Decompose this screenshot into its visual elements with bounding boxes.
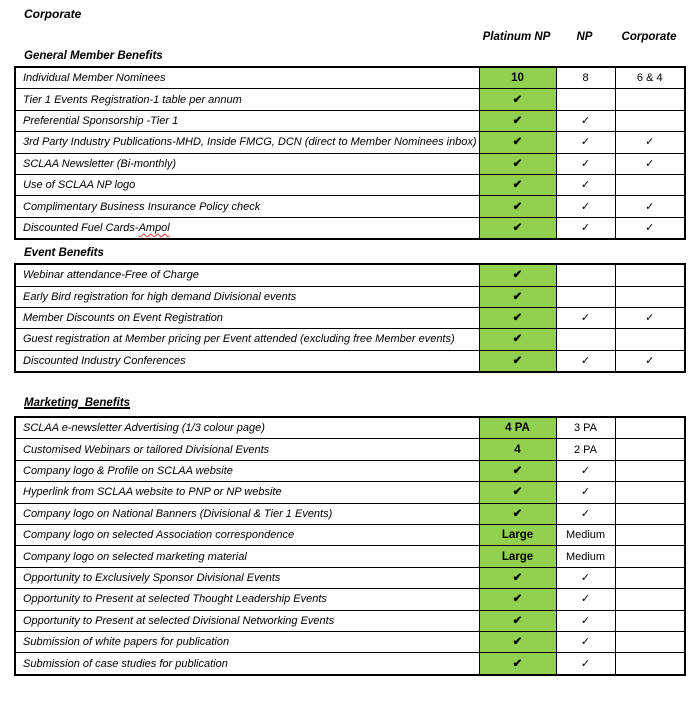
platinum-value-cell: ✔ — [479, 153, 556, 174]
platinum-value-cell: ✔ — [479, 286, 556, 307]
column-header-platinum-np: Platinum NP — [482, 31, 551, 43]
np-value-cell: ✓ — [556, 110, 615, 131]
corporate-value-cell — [615, 439, 685, 460]
platinum-value-cell: ✔ — [479, 567, 556, 588]
column-headers — [14, 31, 690, 44]
np-value-cell: ✓ — [556, 589, 615, 610]
corporate-value-cell — [615, 631, 685, 652]
platinum-value-cell: ✔ — [479, 264, 556, 286]
table-row — [15, 350, 685, 372]
table-row — [15, 460, 685, 481]
benefit-label-cell: Company logo & Profile on SCLAA website — [15, 460, 479, 481]
platinum-value-cell: 4 — [479, 439, 556, 460]
table-row — [15, 631, 685, 652]
table-row — [15, 525, 685, 546]
benefit-label-cell: Webinar attendance-Free of Charge — [15, 264, 479, 286]
section-heading: Event Benefits — [24, 247, 104, 260]
benefit-label-cell: Discounted Fuel Cards-Ampol — [15, 217, 479, 239]
corporate-value-cell — [615, 589, 685, 610]
platinum-value-cell: 10 — [479, 67, 556, 89]
table-row — [15, 132, 685, 153]
platinum-value-cell: ✔ — [479, 482, 556, 503]
benefit-label-cell: Opportunity to Present at selected Divisional Networking Events — [15, 610, 479, 631]
benefit-label-cell: Early Bird registration for high demand Divisional events — [15, 286, 479, 307]
np-value-cell: 3 PA — [556, 417, 615, 439]
table-row — [15, 329, 685, 350]
platinum-value-cell: ✔ — [479, 350, 556, 372]
platinum-value-cell: ✔ — [479, 196, 556, 217]
corporate-value-cell — [615, 503, 685, 524]
table-row — [15, 196, 685, 217]
platinum-value-cell: ✔ — [479, 110, 556, 131]
page-title: Corporate — [24, 7, 82, 21]
table-row — [15, 153, 685, 174]
np-value-cell — [556, 286, 615, 307]
benefit-label-cell: SCLAA e-newsletter Advertising (1/3 colour page) — [15, 417, 479, 439]
corporate-value-cell — [615, 610, 685, 631]
table-row — [15, 110, 685, 131]
platinum-value-cell: ✔ — [479, 589, 556, 610]
np-value-cell: 8 — [556, 67, 615, 89]
platinum-value-cell: Large — [479, 546, 556, 567]
np-value-cell: 2 PA — [556, 439, 615, 460]
np-value-cell: ✓ — [556, 196, 615, 217]
platinum-value-cell: ✔ — [479, 217, 556, 239]
platinum-value-cell: ✔ — [479, 460, 556, 481]
table-row — [15, 503, 685, 524]
corporate-value-cell — [615, 264, 685, 286]
corporate-value-cell — [615, 89, 685, 110]
np-value-cell — [556, 89, 615, 110]
benefits-table — [14, 66, 686, 240]
benefit-label-cell: Company logo on selected Association correspondence — [15, 525, 479, 546]
corporate-value-cell — [615, 174, 685, 195]
table-row — [15, 439, 685, 460]
table-row — [15, 610, 685, 631]
np-value-cell: ✓ — [556, 653, 615, 675]
benefit-label-cell: Complimentary Business Insurance Policy check — [15, 196, 479, 217]
table-row — [15, 67, 685, 89]
column-header-corporate: Corporate — [621, 31, 677, 43]
np-value-cell: ✓ — [556, 567, 615, 588]
corporate-value-cell — [615, 417, 685, 439]
np-value-cell: ✓ — [556, 482, 615, 503]
corporate-value-cell: ✓ — [615, 132, 685, 153]
benefit-label-cell: Company logo on National Banners (Divisional & Tier 1 Events) — [15, 503, 479, 524]
platinum-value-cell: ✔ — [479, 329, 556, 350]
platinum-value-cell: 4 PA — [479, 417, 556, 439]
benefit-label-cell: SCLAA Newsletter (Bi-monthly) — [15, 153, 479, 174]
np-value-cell: ✓ — [556, 350, 615, 372]
corporate-value-cell — [615, 567, 685, 588]
benefit-label-cell: Submission of white papers for publication — [15, 631, 479, 652]
benefit-label-cell: Submission of case studies for publication — [15, 653, 479, 675]
document-page — [0, 7, 690, 708]
benefit-label-cell: Guest registration at Member pricing per Event attended (excluding free Member events) — [15, 329, 479, 350]
corporate-value-cell — [615, 546, 685, 567]
table-row — [15, 417, 685, 439]
benefit-label-cell: Opportunity to Exclusively Sponsor Divisional Events — [15, 567, 479, 588]
corporate-value-cell: ✓ — [615, 153, 685, 174]
benefit-label-cell: Member Discounts on Event Registration — [15, 307, 479, 328]
np-value-cell: ✓ — [556, 153, 615, 174]
np-value-cell: ✓ — [556, 174, 615, 195]
corporate-value-cell — [615, 329, 685, 350]
benefits-table — [14, 416, 686, 676]
benefit-label-cell: Customised Webinars or tailored Divisional Events — [15, 439, 479, 460]
table-row — [15, 217, 685, 239]
corporate-value-cell — [615, 653, 685, 675]
platinum-value-cell: ✔ — [479, 132, 556, 153]
table-row — [15, 307, 685, 328]
np-value-cell: ✓ — [556, 307, 615, 328]
benefit-sections — [0, 50, 690, 676]
table-row — [15, 546, 685, 567]
corporate-value-cell — [615, 482, 685, 503]
table-row — [15, 89, 685, 110]
corporate-value-cell: 6 & 4 — [615, 67, 685, 89]
corporate-value-cell — [615, 525, 685, 546]
np-value-cell: ✓ — [556, 631, 615, 652]
platinum-value-cell: ✔ — [479, 174, 556, 195]
np-value-cell: ✓ — [556, 217, 615, 239]
np-value-cell: ✓ — [556, 503, 615, 524]
benefit-label-cell: Hyperlink from SCLAA website to PNP or NP website — [15, 482, 479, 503]
np-value-cell: ✓ — [556, 610, 615, 631]
platinum-value-cell: ✔ — [479, 610, 556, 631]
np-value-cell: ✓ — [556, 460, 615, 481]
section-heading: General Member Benefits — [24, 50, 163, 62]
benefit-label-cell: Use of SCLAA NP logo — [15, 174, 479, 195]
corporate-value-cell — [615, 110, 685, 131]
platinum-value-cell: ✔ — [479, 503, 556, 524]
table-row — [15, 174, 685, 195]
table-row — [15, 264, 685, 286]
platinum-value-cell: ✔ — [479, 653, 556, 675]
corporate-value-cell — [615, 286, 685, 307]
platinum-value-cell: ✔ — [479, 631, 556, 652]
platinum-value-cell: ✔ — [479, 307, 556, 328]
benefit-label-cell: 3rd Party Industry Publications-MHD, Inside FMCG, DCN (direct to Member Nominees inbox) — [15, 132, 479, 153]
benefit-label-cell: Discounted Industry Conferences — [15, 350, 479, 372]
misspelled-word: Ampol — [138, 221, 170, 234]
column-header-np: NP — [576, 31, 593, 43]
np-value-cell — [556, 264, 615, 286]
table-row — [15, 589, 685, 610]
benefit-label-cell: Preferential Sponsorship -Tier 1 — [15, 110, 479, 131]
benefit-label-cell: Individual Member Nominees — [15, 67, 479, 89]
benefit-label-cell: Tier 1 Events Registration-1 table per annum — [15, 89, 479, 110]
corporate-value-cell: ✓ — [615, 196, 685, 217]
table-row — [15, 482, 685, 503]
np-value-cell — [556, 329, 615, 350]
corporate-value-cell: ✓ — [615, 217, 685, 239]
corporate-value-cell: ✓ — [615, 350, 685, 372]
corporate-value-cell — [615, 460, 685, 481]
table-row — [15, 653, 685, 675]
platinum-value-cell: Large — [479, 525, 556, 546]
corporate-value-cell: ✓ — [615, 307, 685, 328]
np-value-cell: Medium — [556, 525, 615, 546]
benefits-table — [14, 263, 686, 373]
benefit-label-cell: Opportunity to Present at selected Thought Leadership Events — [15, 589, 479, 610]
benefit-label-cell: Company logo on selected marketing material — [15, 546, 479, 567]
section-heading: Marketing Benefits — [24, 397, 131, 410]
np-value-cell: ✓ — [556, 132, 615, 153]
platinum-value-cell: ✔ — [479, 89, 556, 110]
np-value-cell: Medium — [556, 546, 615, 567]
table-row — [15, 567, 685, 588]
table-row — [15, 286, 685, 307]
